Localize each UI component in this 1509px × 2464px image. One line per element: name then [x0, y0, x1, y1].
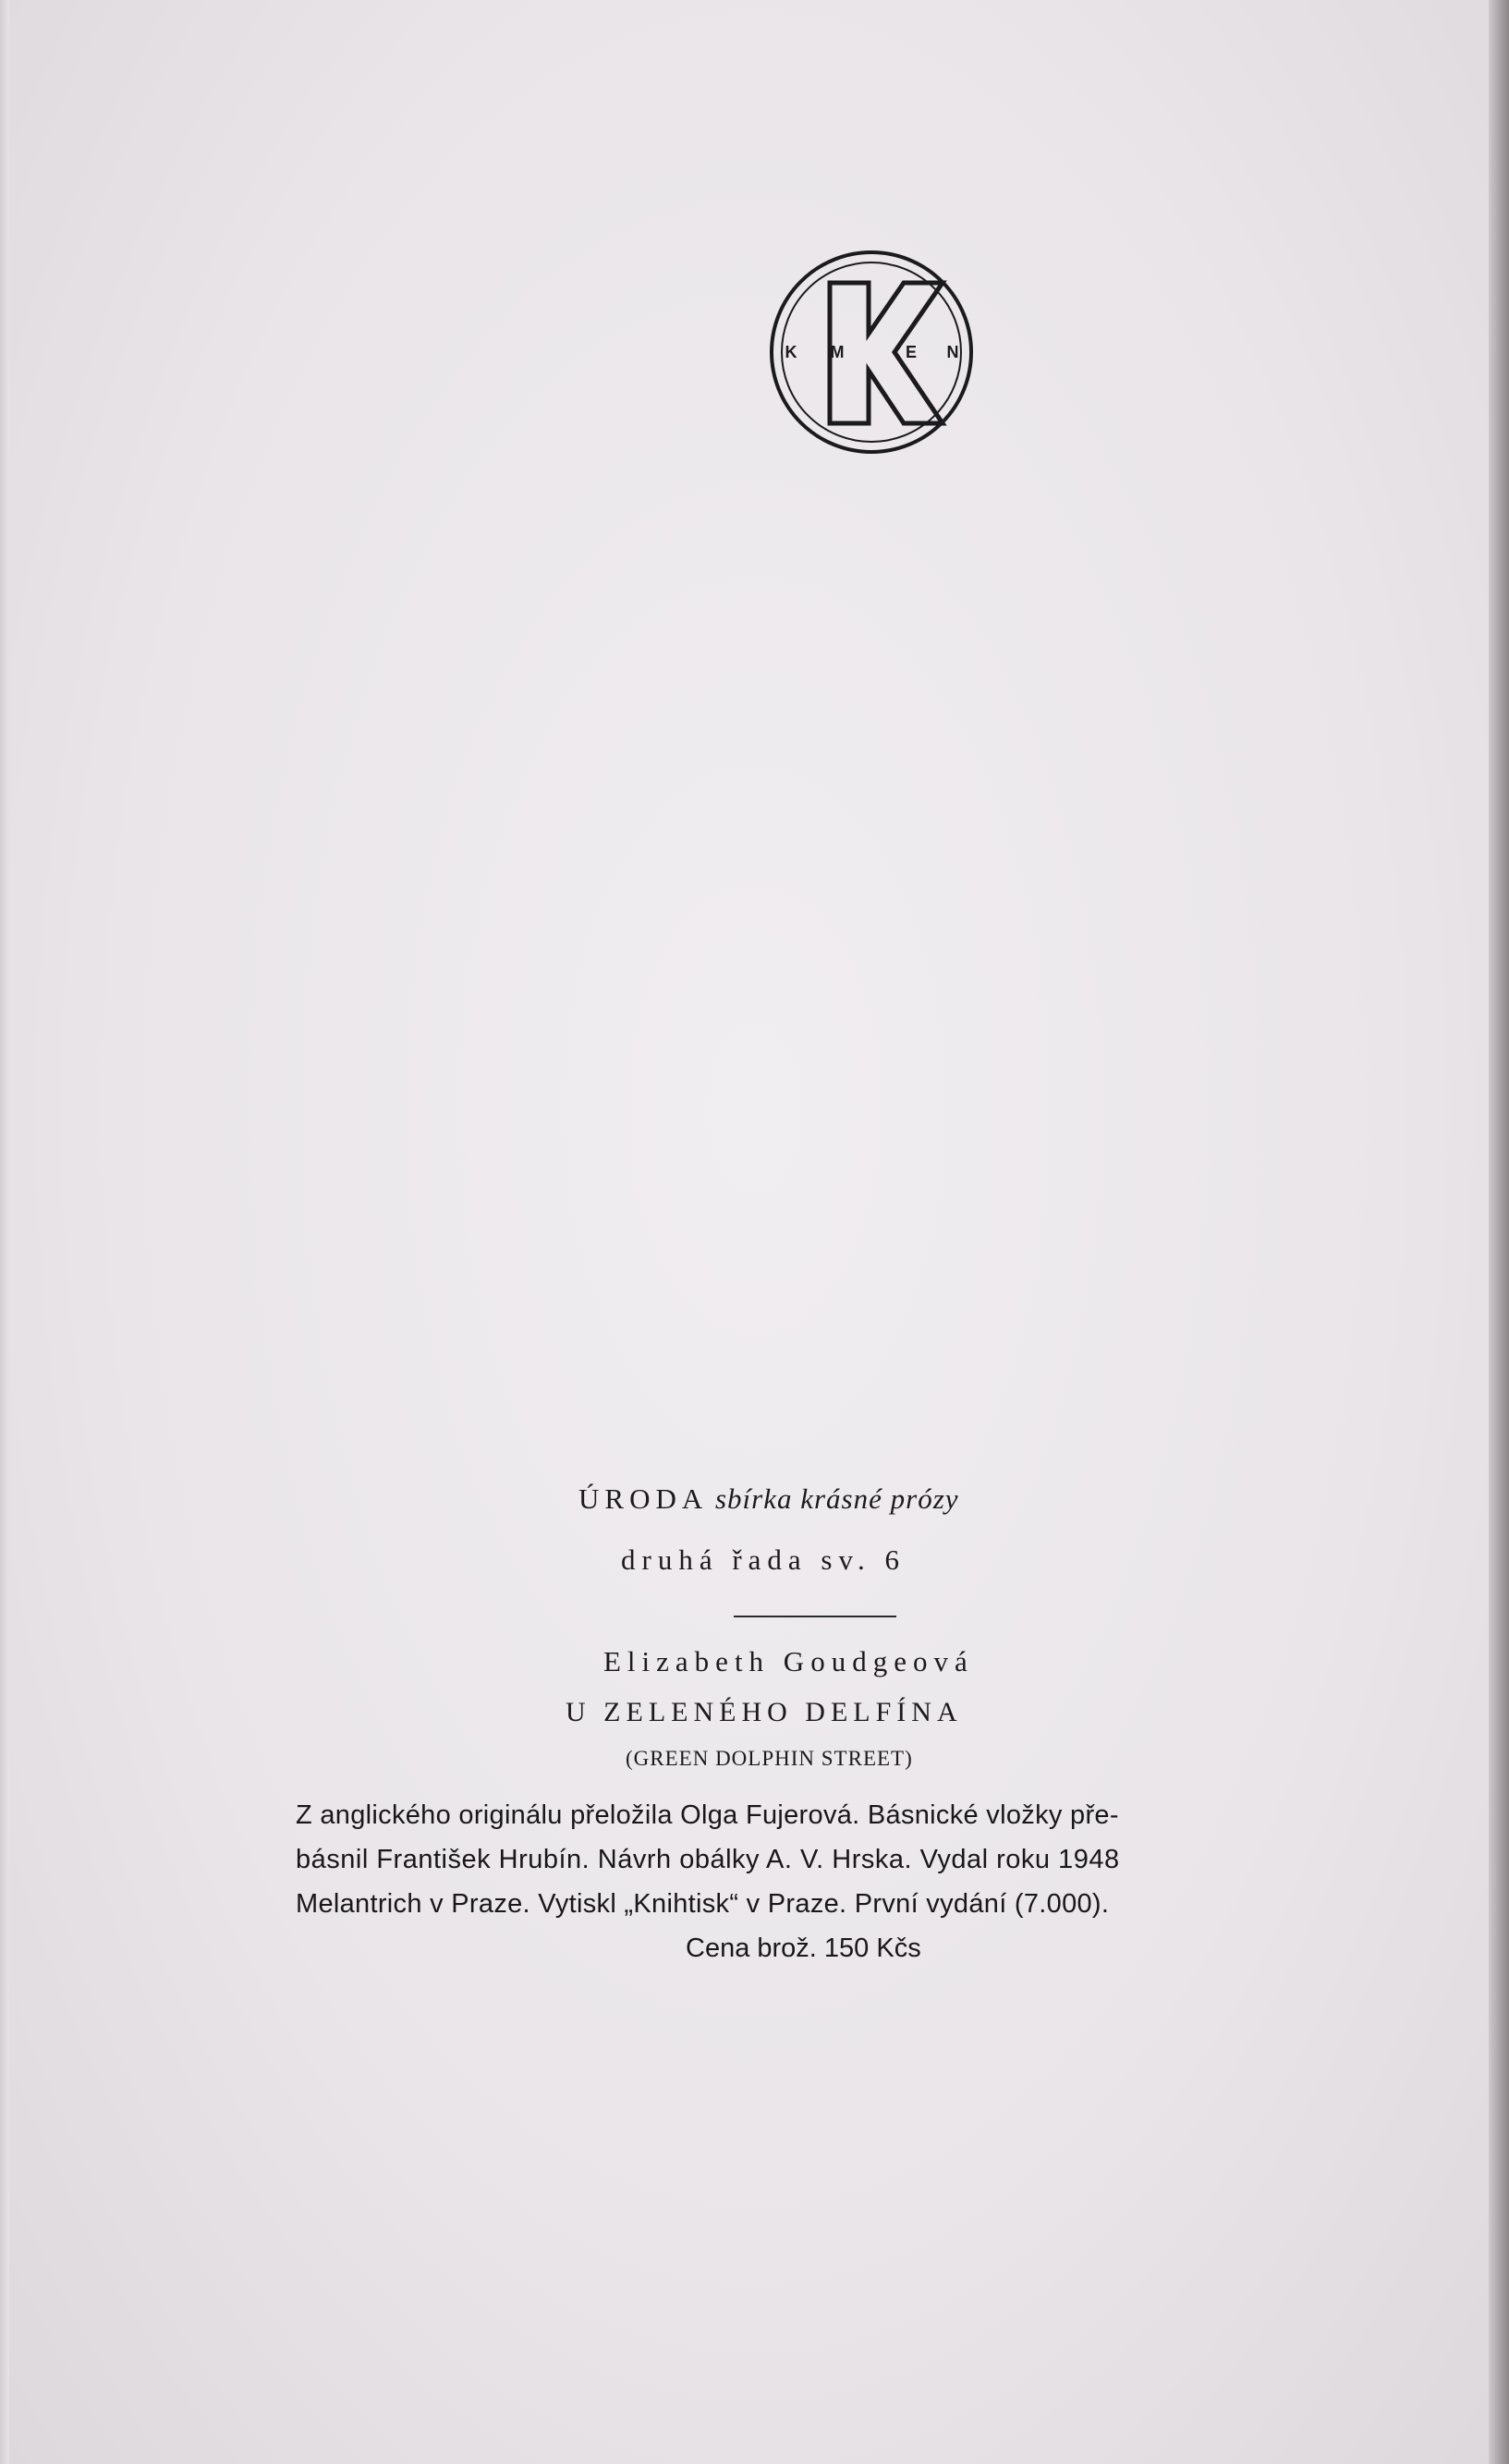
logo-letter-e: E: [905, 343, 918, 361]
divider: [734, 1616, 896, 1617]
original-title: (GREEN DOLPHIN STREET): [626, 1747, 913, 1770]
imprint-line: Melantrich v Praze. Vytiskl „Knihtisk“ v Praze. První vydání (7.000).: [296, 1889, 1110, 1919]
series-number: druhá řada sv. 6: [621, 1543, 906, 1576]
logo-letter-m: M: [830, 343, 845, 361]
logo-letter-n: N: [946, 343, 959, 361]
imprint-line: Z anglického originálu přeložila Olga Fujerová. Básnické vložky pře-: [296, 1800, 1119, 1830]
kmen-logo-icon: [765, 246, 978, 458]
price-line: Cena brož. 150 Kčs: [686, 1933, 921, 1963]
series-title: ÚRODA: [578, 1482, 709, 1515]
logo-letter-k: K: [785, 343, 797, 361]
series-subtitle: sbírka krásné prózy: [714, 1482, 959, 1515]
page-right-edge: [1489, 0, 1509, 2464]
imprint-text: [296, 1793, 1405, 1970]
series-line: [578, 1482, 959, 1516]
book-title: U ZELENÉHO DELFÍNA: [566, 1697, 963, 1727]
imprint-line: básnil František Hrubín. Návrh obálky A. V. Hrska. Vydal roku 1948: [296, 1845, 1120, 1874]
page-left-edge: [0, 0, 9, 2464]
author-name: Elizabeth Goudgeová: [603, 1645, 974, 1677]
